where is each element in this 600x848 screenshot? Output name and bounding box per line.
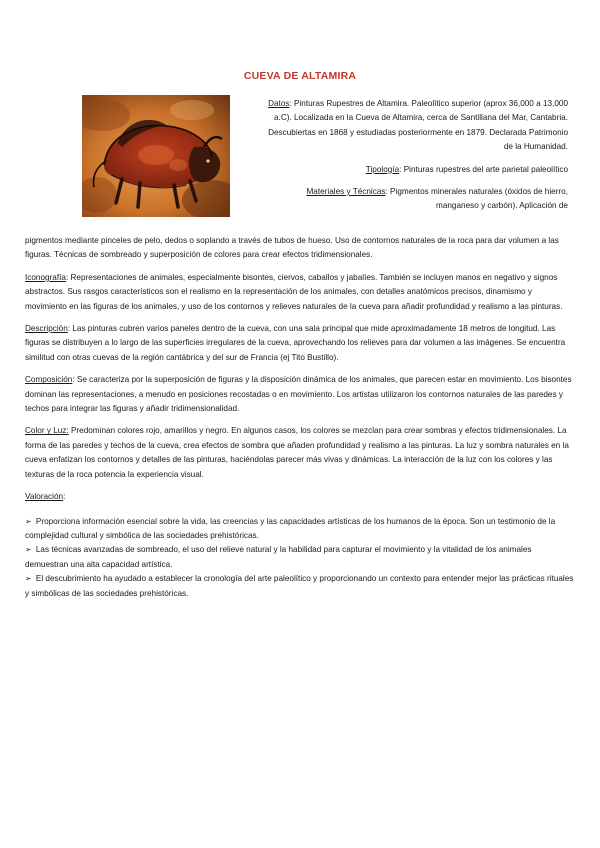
tipologia-paragraph bbox=[268, 163, 568, 177]
descripcion-paragraph bbox=[25, 322, 575, 365]
color-luz-label: Color y Luz: bbox=[25, 426, 69, 436]
valoracion-label: Valoración bbox=[25, 492, 64, 502]
composicion-label: Composición bbox=[25, 375, 73, 385]
tipologia-label: Tipología bbox=[365, 164, 400, 174]
page-title: CUEVA DE ALTAMIRA bbox=[243, 70, 357, 82]
materiales-paragraph-right bbox=[268, 185, 568, 214]
composicion-paragraph bbox=[25, 373, 575, 416]
datos-label: Datos bbox=[268, 99, 290, 108]
top-info-block bbox=[268, 97, 568, 214]
iconografia-text: : Representaciones de animales, especialmente bisontes, ciervos, caballos y jabalíes. También se incluyen manos en negativo y signos abstractos. Sus rasgos característicos son el realismo en la representación de los animales, con detalles anatómicos precisos, dinamismo y movimiento en las figuras de los animales, y uso de los contornos y relieves naturales de la cueva para añadir profundidad y realismo a las pinturas. bbox=[25, 272, 563, 311]
tipologia-text: : Pinturas rupestres del arte parietal paleolítico bbox=[399, 164, 568, 174]
list-item bbox=[25, 543, 575, 572]
valoracion-heading bbox=[25, 490, 575, 504]
arrow-bullet-icon: ➢ bbox=[25, 516, 32, 526]
arrow-bullet-icon: ➢ bbox=[25, 574, 32, 584]
materiales-text-right: : Pigmentos minerales naturales (óxidos de hierro, manganeso y carbón). Aplicación de bbox=[385, 187, 568, 211]
bison-painting-image bbox=[82, 95, 230, 217]
list-item bbox=[25, 572, 575, 601]
arrow-bullet-icon: ➢ bbox=[25, 545, 32, 555]
list-item bbox=[25, 515, 575, 544]
materiales-label: Materiales y Técnicas bbox=[306, 187, 386, 197]
color-luz-text: Predominan colores rojo, amarillos y negro. En algunos casos, los colores se mezclan para crear sombras y efectos tridimensionales. La forma de las paredes y techos de la cueva, crea efectos de sombra que añaden profundidad y realismo a las pinturas. La luz y sombra naturales en la cueva enfatizan los contornos y detalles de las pinturas, haciéndolas parecer más vivas y dinámicas. La interacción de la luz con los colores y las texturas de la roca potencia la experiencia visual. bbox=[25, 426, 569, 479]
composicion-text: : Se caracteriza por la superposición de figuras y la disposición dinámica de los animales, que parecen estar en movimiento. Los bisontes dominan las representaciones, a menudo en posiciones recostadas o en movimiento. Los artistas utilizaron los contornos naturales de las paredes y techos para integrar las figuras y añadir tridimensionalidad. bbox=[25, 375, 572, 414]
iconografia-label: Iconografía bbox=[25, 272, 66, 282]
datos-text: : Pinturas Rupestres de Altamira. Paleolítico superior (aprox 36,000 a 13,000 a.C). Localizada en la Cueva de Altamira, cerca de Santillana del Mar, Cantabria. Descubiertas en 1868 y estudiadas posteriormente en 1879. Declarada Patrimonio de la Humanidad. bbox=[268, 99, 568, 152]
datos-paragraph bbox=[268, 97, 568, 155]
valoracion-suffix: : bbox=[63, 492, 66, 502]
descripcion-text: : Las pinturas cubren varios paneles dentro de la cueva, con una sala principal que mide aproximadamente 18 metros de longitud. Las figuras se distribuyen a lo largo de las superficies irregulares de la cueva, aprovechando los relieves para dar volumen a las imágenes. Se encuentra similitud con otras cuevas de la región cantábrica y del sur de Francia (ej Tito Bustillo). bbox=[25, 324, 566, 362]
color-luz-paragraph bbox=[25, 424, 575, 482]
iconografia-paragraph bbox=[25, 271, 575, 314]
body-text-block bbox=[25, 234, 575, 601]
list-item-text: El descubrimiento ha ayudado a establecer la cronología del arte paleolítico y proporcionando un contexto para entender mejor las prácticas rituales y simbólicas de las sociedades prehistóricas. bbox=[25, 574, 574, 598]
valoracion-list bbox=[25, 515, 575, 601]
materiales-paragraph-full: pigmentos mediante pinceles de pelo, dedos o soplando a través de tubos de hueso. Uso de contornos naturales de la roca para dar volumen a las figuras. Técnicas de sombreado y superposición de colores para crear efectos tridimensionales. bbox=[25, 236, 559, 260]
descripcion-label: Descripción bbox=[25, 324, 68, 334]
list-item-text: Las técnicas avanzadas de sombreado, el uso del relieve natural y la habilidad para capturar el movimiento y la vitalidad de los animales demuestran una alta capacidad artística. bbox=[25, 545, 532, 569]
list-item-text: Proporciona información esencial sobre la vida, las creencias y las capacidades artísticas de los humanos de la época. Son un testimonio de la complejidad cultural y simbólica de las sociedades prehistóricas. bbox=[25, 516, 556, 540]
